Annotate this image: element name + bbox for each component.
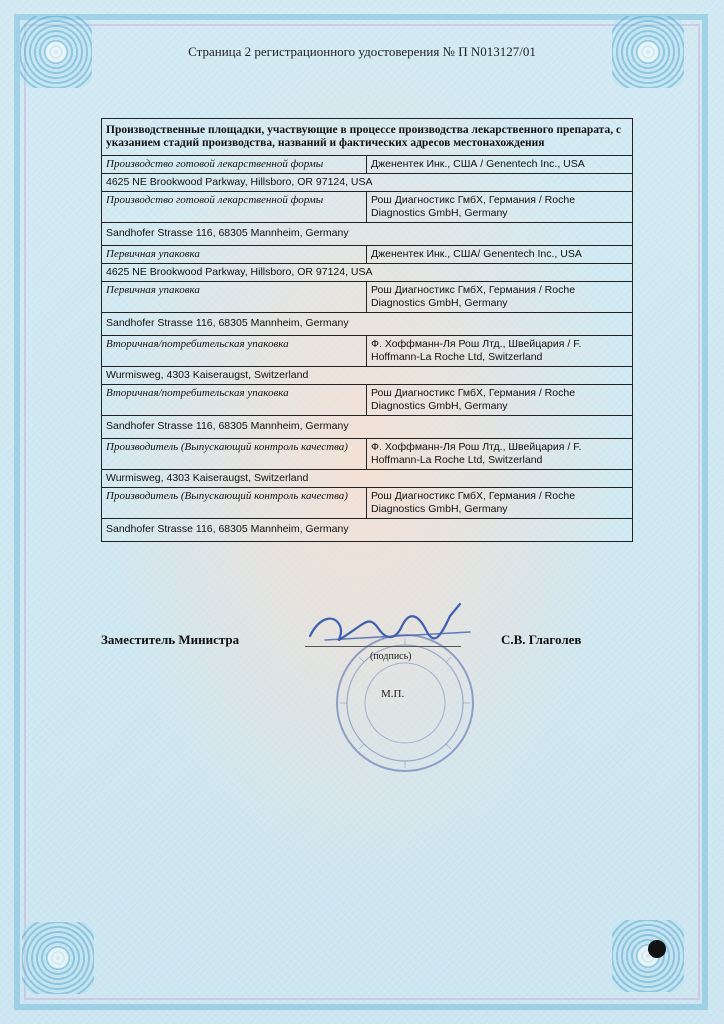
address-row (102, 174, 633, 192)
address-cell: 4625 NE Brookwood Parkway, Hillsboro, OR 97124, USA (102, 174, 633, 192)
stage-cell: Производство готовой лекарственной формы (102, 156, 367, 174)
company-cell: Рош Диагностикс ГмбХ, Германия / Roche Diagnostics GmbH, Germany (367, 385, 633, 416)
company-cell: Дженентек Инк., США / Genentech Inc., USA (367, 156, 633, 174)
address-cell: Sandhofer Strasse 116, 68305 Mannheim, Germany (102, 223, 633, 246)
stage-cell: Производство готовой лекарственной формы (102, 192, 367, 223)
address-row (102, 470, 633, 488)
stage-cell: Первичная упаковка (102, 246, 367, 264)
address-row (102, 519, 633, 542)
company-cell: Рош Диагностикс ГмбХ, Германия / Roche Diagnostics GmbH, Germany (367, 488, 633, 519)
table-row (102, 156, 633, 174)
company-cell: Дженентек Инк., США/ Genentech Inc., USA (367, 246, 633, 264)
address-cell: Sandhofer Strasse 116, 68305 Mannheim, Germany (102, 519, 633, 542)
table-row (102, 439, 633, 470)
table-heading: Производственные площадки, участвующие в процессе производства лекарственного препарата, с указанием стадий производства, названий и фактических адресов местонахождения (102, 119, 633, 156)
address-row (102, 264, 633, 282)
address-row (102, 416, 633, 439)
address-cell: Sandhofer Strasse 116, 68305 Mannheim, Germany (102, 313, 633, 336)
table-row (102, 488, 633, 519)
address-row (102, 367, 633, 385)
stage-cell: Вторичная/потребительская упаковка (102, 336, 367, 367)
signatory-name: С.В. Глаголев (501, 632, 582, 647)
stage-cell: Вторичная/потребительская упаковка (102, 385, 367, 416)
table-row (102, 246, 633, 264)
company-cell: Ф. Хоффманн-Ля Рош Лтд., Швейцария / F. Hoffmann-La Roche Ltd, Switzerland (367, 439, 633, 470)
company-cell: Рош Диагностикс ГмбХ, Германия / Roche Diagnostics GmbH, Germany (367, 282, 633, 313)
address-cell: Wurmisweg, 4303 Kaiseraugst, Switzerland (102, 367, 633, 385)
stamp-place-label: М.П. (381, 688, 405, 700)
corner-ornament-bottom-right (612, 920, 684, 992)
corner-ornament-bottom-left (22, 922, 94, 994)
table-heading-row (102, 119, 633, 156)
production-sites-table (101, 118, 633, 542)
punch-hole (648, 940, 666, 958)
signature-caption: (подпись) (370, 651, 412, 662)
address-cell: Sandhofer Strasse 116, 68305 Mannheim, Germany (102, 416, 633, 439)
stage-cell: Первичная упаковка (102, 282, 367, 313)
signature-line (305, 646, 461, 647)
address-cell: Wurmisweg, 4303 Kaiseraugst, Switzerland (102, 470, 633, 488)
address-cell: 4625 NE Brookwood Parkway, Hillsboro, OR 97124, USA (102, 264, 633, 282)
table-row (102, 385, 633, 416)
address-row (102, 313, 633, 336)
address-row (102, 223, 633, 246)
page-header: Страница 2 регистрационного удостоверения № П N013127/01 (188, 44, 536, 59)
signature-block (101, 632, 633, 652)
table-row (102, 192, 633, 223)
company-cell: Рош Диагностикс ГмбХ, Германия / Roche Diagnostics GmbH, Germany (367, 192, 633, 223)
table-row (102, 336, 633, 367)
signatory-title: Заместитель Министра (101, 632, 240, 647)
table-row (102, 282, 633, 313)
company-cell: Ф. Хоффманн-Ля Рош Лтд., Швейцария / F. Hoffmann-La Roche Ltd, Switzerland (367, 336, 633, 367)
stage-cell: Производитель (Выпускающий контроль качества) (102, 439, 367, 470)
stage-cell: Производитель (Выпускающий контроль качества) (102, 488, 367, 519)
